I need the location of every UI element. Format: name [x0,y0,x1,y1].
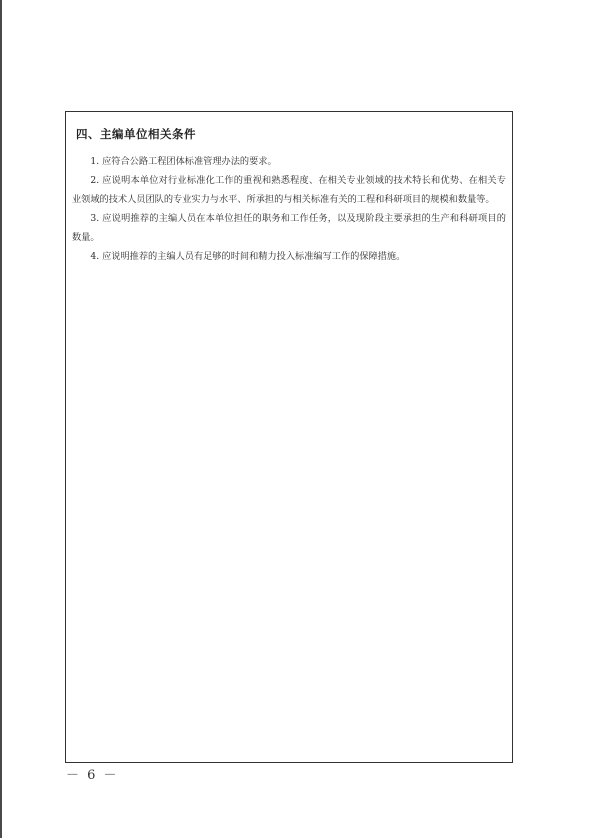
requirement-item-4: 4. 应说明推荐的主编人员有足够的时间和精力投入标准编写工作的保障措施。 [90,251,406,262]
section-heading: 四、主编单位相关条件 [76,127,196,141]
requirement-item-1: 1. 应符合公路工程团体标准管理办法的要求。 [90,156,277,167]
requirements-list [72,152,506,266]
form-table-cell [65,111,513,763]
requirement-item-3: 3. 应说明推荐的主编人员在本单位担任的职务和工作任务，以及现阶段主要承担的生产和科研项目的数量。 [72,213,506,243]
page-number: － 6 － [66,768,119,783]
scan-left-edge [0,0,2,838]
requirement-item-2: 2. 应说明本单位对行业标准化工作的重视和熟悉程度、在相关专业领域的技术特长和优势、在相关专业领域的技术人员团队的专业实力与水平、所承担的与相关标准有关的工程和科研项目的规模和数量等。 [72,175,506,205]
